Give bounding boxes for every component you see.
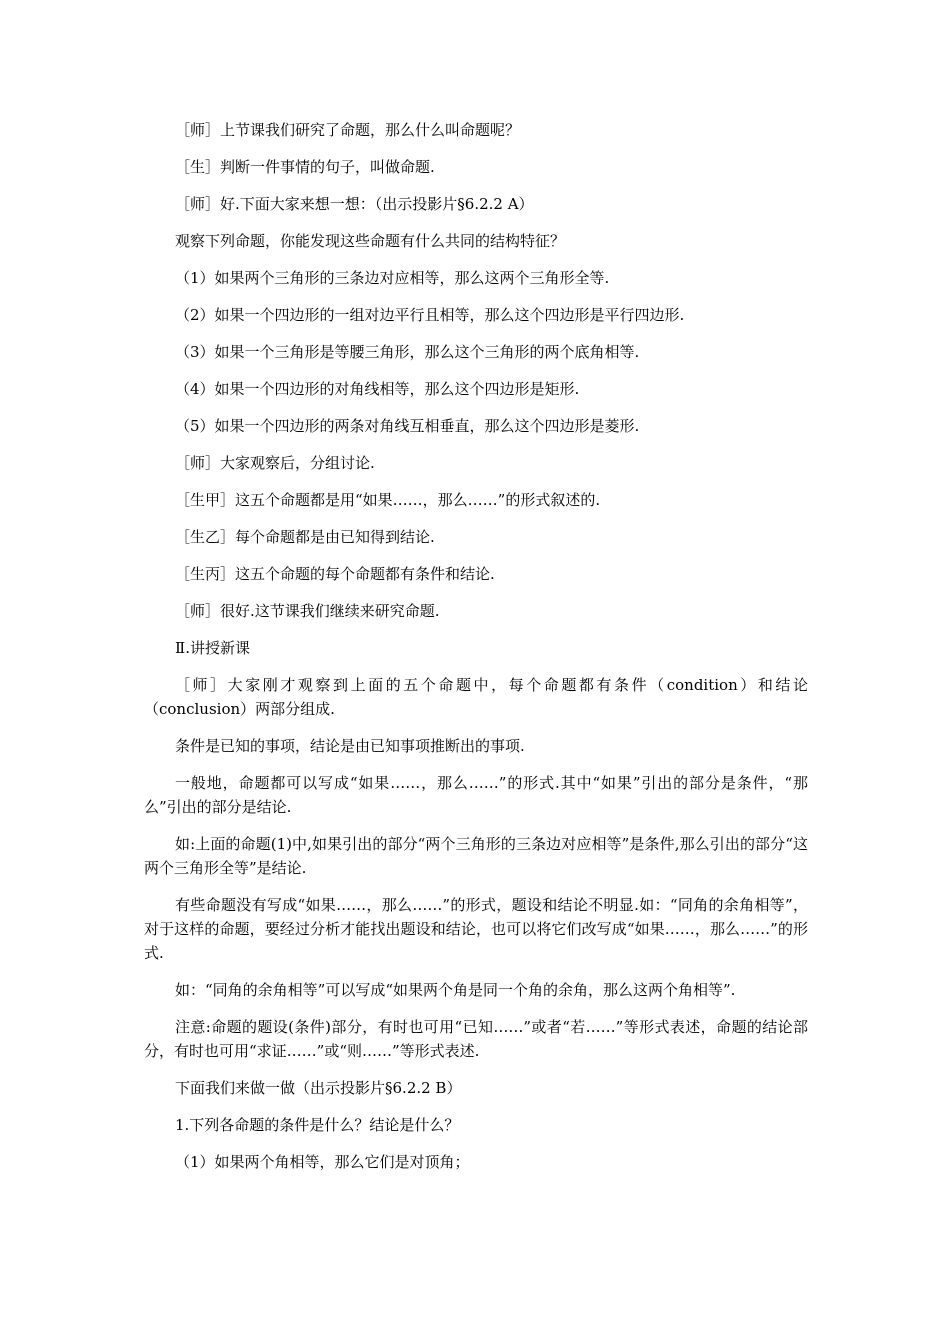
paragraph: 下面我们来做一做（出示投影片§6.2.2 B）	[175, 1079, 462, 1097]
list-item: （3）如果一个三角形是等腰三角形，那么这个三角形的两个底角相等.	[175, 343, 640, 361]
paragraph: 注意:命题的题设(条件)部分，有时也可用“已知……”或者“若……”等形式表述，命题的结论部分，有时也可用“求证……”或“则……”等形式表述.	[144, 1018, 808, 1060]
paragraph: ［生丙］这五个命题的每个命题都有条件和结论.	[175, 565, 495, 583]
paragraph: ［师］很好.这节课我们继续来研究命题.	[175, 602, 440, 620]
list-item: （5）如果一个四边形的两条对角线互相垂直，那么这个四边形是菱形.	[175, 417, 640, 435]
paragraph: 如:上面的命题(1)中,如果引出的部分“两个三角形的三条边对应相等”是条件,那么引出的部分“这两个三角形全等”是结论.	[144, 835, 808, 877]
paragraph: 观察下列命题，你能发现这些命题有什么共同的结构特征？	[175, 232, 566, 250]
paragraph: ［师］好.下面大家来想一想：（出示投影片§6.2.2 A）	[175, 195, 534, 213]
paragraph: 有些命题没有写成“如果……，那么……”的形式，题设和结论不明显.如：“同角的余角相等”，对于这样的命题，要经过分析才能找出题设和结论，也可以将它们改写成“如果……，那么……”的形式.	[144, 896, 808, 962]
list-item: （1）如果两个角相等，那么它们是对顶角；	[175, 1153, 470, 1171]
paragraph: ［生乙］每个命题都是由已知得到结论.	[175, 528, 435, 546]
paragraph: ［师］大家观察后，分组讨论.	[175, 454, 375, 472]
list-item: （1）如果两个三角形的三条边对应相等，那么这两个三角形全等.	[175, 269, 610, 287]
document-page	[144, 118, 808, 1187]
question-heading: 1.下列各命题的条件是什么？结论是什么？	[175, 1116, 460, 1134]
paragraph: ［师］大家刚才观察到上面的五个命题中，每个命题都有条件（condition）和结论（conclusion）两部分组成.	[144, 676, 808, 718]
section-heading: Ⅱ.讲授新课	[175, 639, 250, 657]
paragraph: 如：“同角的余角相等”可以写成“如果两个角是同一个角的余角，那么这两个角相等”.	[175, 981, 736, 999]
list-item: （4）如果一个四边形的对角线相等，那么这个四边形是矩形.	[175, 380, 580, 398]
paragraph: 条件是已知的事项，结论是由已知事项推断出的事项.	[175, 737, 525, 755]
paragraph: ［生］判断一件事情的句子，叫做命题.	[175, 158, 435, 176]
paragraph: ［生甲］这五个命题都是用“如果……，那么……”的形式叙述的.	[175, 491, 601, 509]
list-item: （2）如果一个四边形的一组对边平行且相等，那么这个四边形是平行四边形.	[175, 306, 685, 324]
paragraph: 一般地，命题都可以写成“如果……，那么……”的形式.其中“如果”引出的部分是条件，“那么”引出的部分是结论.	[144, 774, 808, 816]
paragraph: ［师］上节课我们研究了命题，那么什么叫命题呢？	[175, 121, 521, 139]
